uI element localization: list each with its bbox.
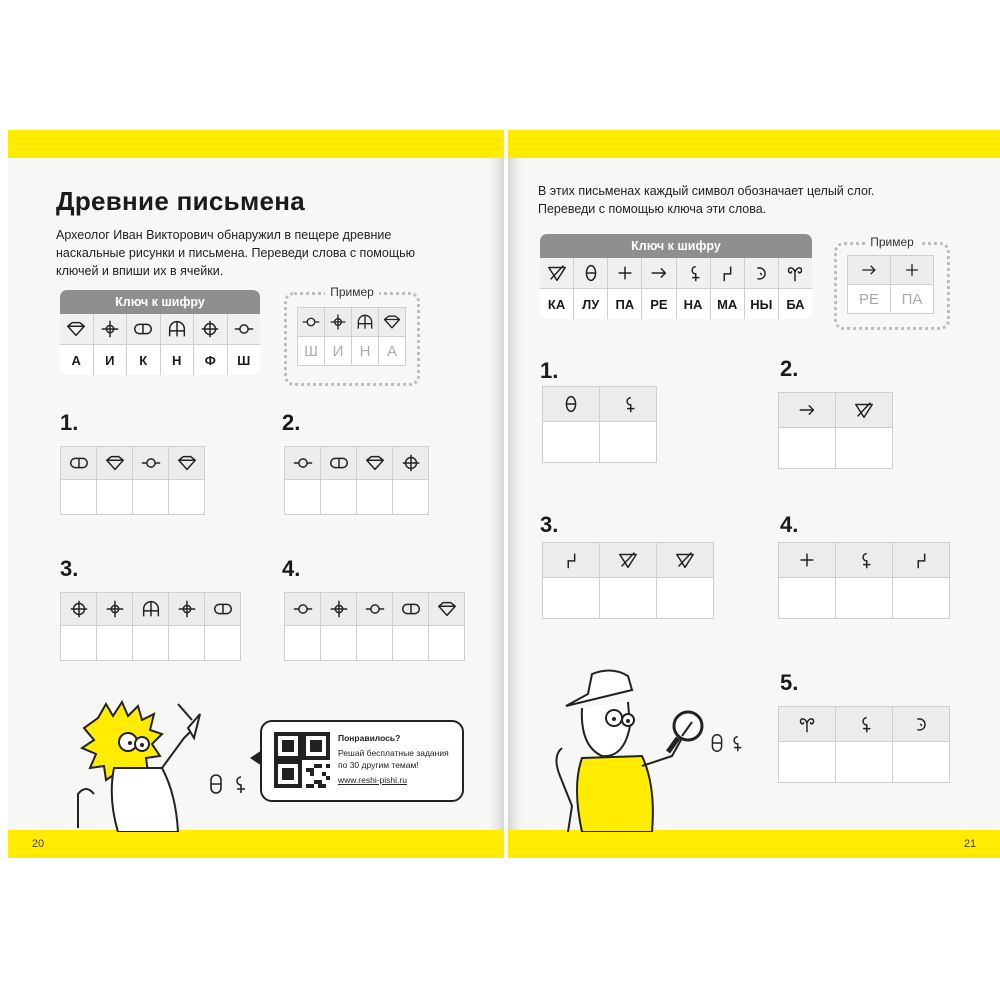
task-symbol-cell xyxy=(169,593,205,626)
task-symbol-cell xyxy=(357,447,393,480)
cipher-key-table xyxy=(60,290,260,375)
task-answer-cell[interactable] xyxy=(285,480,321,514)
task-answer-cell[interactable] xyxy=(600,422,656,462)
example-box xyxy=(834,235,950,330)
task-symbol-cell xyxy=(779,393,836,428)
capsule-symbol-icon xyxy=(212,599,234,619)
circle-line-symbol-icon xyxy=(140,453,162,473)
cipher-key-symbol-cell xyxy=(745,258,779,289)
task-symbol-cell xyxy=(779,543,836,578)
hook-symbol-icon xyxy=(750,263,772,283)
intro-line: ключей и впиши их в ячейки. xyxy=(56,264,224,278)
diamond-symbol-icon xyxy=(176,453,198,473)
task-answer-cell[interactable] xyxy=(133,626,169,660)
plus-symbol-icon xyxy=(614,263,636,283)
cipher-key-symbol-row xyxy=(60,314,260,345)
cipher-key-symbol-cell xyxy=(60,314,94,345)
cipher-key-symbol-cell xyxy=(711,258,745,289)
bubble-tail xyxy=(250,750,262,766)
task-number: 1. xyxy=(60,410,79,435)
task-answer-cell[interactable] xyxy=(205,626,240,660)
intro-line: Переведи с помощью ключа эти слова. xyxy=(538,202,767,216)
cipher-key-title: Ключ к шифру xyxy=(60,290,260,314)
task-number: 3. xyxy=(60,556,79,581)
example-answer-cell: А xyxy=(386,342,397,360)
task-answer-cell[interactable] xyxy=(61,480,97,514)
task-symbol-row xyxy=(779,393,892,428)
task-number: 2. xyxy=(780,356,799,381)
circle-line-symbol-icon xyxy=(364,599,386,619)
task-symbol-row xyxy=(543,387,656,422)
example-answer-cell: ПА xyxy=(901,290,923,308)
task-answer-row xyxy=(543,422,656,462)
example-symbol-cell xyxy=(379,308,405,337)
page-title: Древние письмена xyxy=(56,186,306,216)
task-symbol-cell xyxy=(393,593,429,626)
task-answer-cell[interactable] xyxy=(657,578,713,618)
cipher-key-symbol-cell xyxy=(228,314,261,345)
task-answer-row xyxy=(61,480,204,514)
example-symbol-cell xyxy=(352,308,379,337)
cipher-key-symbol-cell xyxy=(608,258,642,289)
example-answer-cell: Н xyxy=(352,337,379,365)
intro-line: В этих письменах каждый символ обозначает целый слог. xyxy=(538,184,875,198)
task-symbol-cell xyxy=(285,593,321,626)
task-symbol-row xyxy=(61,593,240,626)
task-symbol-row xyxy=(779,707,949,742)
task-answer-cell[interactable] xyxy=(600,578,657,618)
q-cross-symbol-icon xyxy=(682,263,704,283)
task-symbol-row xyxy=(285,447,428,480)
promo-text xyxy=(338,732,458,786)
hook-symbol-icon xyxy=(910,714,932,734)
task-symbol-row xyxy=(543,543,713,578)
circle-cross-symbol-icon xyxy=(199,319,221,339)
circle-line-symbol-icon xyxy=(301,313,321,331)
promo-title: Понравилось? xyxy=(338,733,401,743)
cipher-key-value-cell: ПА xyxy=(608,289,642,319)
task-answer-cell[interactable] xyxy=(169,626,205,660)
cipher-key-letter-row xyxy=(60,345,260,375)
task-symbol-row xyxy=(61,447,204,480)
example-label: Пример xyxy=(865,235,919,249)
task-answer-row xyxy=(543,578,713,618)
task-symbol-cell xyxy=(61,447,97,480)
plus-symbol-icon xyxy=(902,261,922,279)
top-accent-band xyxy=(508,130,1000,158)
task-symbol-cell xyxy=(836,707,893,742)
star-triangle-symbol-icon xyxy=(617,550,639,570)
circle-line-symbol-icon xyxy=(233,319,255,339)
cipher-key-value-cell: КА xyxy=(540,289,574,319)
task-symbol-cell xyxy=(600,543,657,578)
diamond-symbol-icon xyxy=(436,599,458,619)
task-answer-cell[interactable] xyxy=(321,626,357,660)
task-answer-row xyxy=(779,428,892,468)
flag-symbol-icon xyxy=(910,550,932,570)
q-cross-symbol-icon xyxy=(617,394,639,414)
bottom-accent-band xyxy=(8,830,504,858)
task-answer-cell[interactable] xyxy=(779,428,836,468)
caveman-illustration xyxy=(58,698,258,832)
arch-symbol-icon xyxy=(355,313,375,331)
task-number: 1. xyxy=(540,358,559,383)
task-number: 4. xyxy=(780,512,799,537)
task-symbol-cell xyxy=(893,543,949,578)
cipher-key-symbol-cell xyxy=(127,314,161,345)
task-answer-cell[interactable] xyxy=(61,626,97,660)
task-symbol-cell xyxy=(97,447,133,480)
task-symbol-cell xyxy=(779,707,836,742)
cipher-key-value-cell: Ф xyxy=(194,345,228,375)
task-answer-cell[interactable] xyxy=(543,578,600,618)
capsule-symbol-icon xyxy=(68,453,90,473)
task-answer-cell[interactable] xyxy=(133,480,169,514)
task-symbol-cell xyxy=(133,447,169,480)
top-accent-band xyxy=(8,130,504,158)
task-answer-cell[interactable] xyxy=(779,742,836,782)
task-answer-row xyxy=(285,480,428,514)
task-answer-cell[interactable] xyxy=(543,422,600,462)
task-symbol-cell xyxy=(205,593,240,626)
bottom-accent-band xyxy=(508,830,1000,858)
example-answer-cell: Ш xyxy=(298,337,325,365)
explorer-illustration xyxy=(552,666,752,832)
example-symbol-cell xyxy=(848,256,891,285)
circle-line-symbol-icon xyxy=(292,599,314,619)
cipher-key-symbol-cell xyxy=(540,258,574,289)
promo-description: Решай бесплатные задания по 30 другим темам! xyxy=(338,748,449,770)
cross-circle-symbol-icon xyxy=(328,599,350,619)
task-answer-cell[interactable] xyxy=(357,480,393,514)
task-answer-cell[interactable] xyxy=(779,578,836,618)
arrow-symbol-icon xyxy=(859,261,879,279)
task-symbol-cell xyxy=(393,447,428,480)
star-triangle-symbol-icon xyxy=(546,263,568,283)
task-symbol-row xyxy=(285,593,464,626)
task-symbol-cell xyxy=(836,543,893,578)
task-answer-cell[interactable] xyxy=(357,626,393,660)
task-answer-cell[interactable] xyxy=(836,428,892,468)
q-cross-symbol-icon xyxy=(853,550,875,570)
task-answer-cell[interactable] xyxy=(893,742,949,782)
intro-line: наскальные рисунки и письмена. Переведи слова с помощью xyxy=(56,246,415,260)
cipher-key-value-cell: НА xyxy=(677,289,711,319)
task-symbol-cell xyxy=(97,593,133,626)
task-answer-cell[interactable] xyxy=(169,480,204,514)
example-symbol-row xyxy=(848,256,933,285)
task-table-2 xyxy=(778,392,893,469)
example-answer-row xyxy=(298,337,405,365)
cipher-key-symbol-cell xyxy=(194,314,228,345)
cipher-key-value-cell: МА xyxy=(711,289,745,319)
example-answer-row xyxy=(848,285,933,313)
task-table-2 xyxy=(284,446,429,515)
cipher-key-title: Ключ к шифру xyxy=(540,234,812,258)
intro-line: Археолог Иван Викторович обнаружил в пещере древние xyxy=(56,228,392,242)
promo-bubble xyxy=(260,720,464,802)
task-answer-cell[interactable] xyxy=(393,480,428,514)
left-page xyxy=(8,130,504,858)
task-number: 5. xyxy=(780,670,799,695)
cipher-key-value-cell: РЕ xyxy=(642,289,676,319)
diamond-symbol-icon xyxy=(382,313,402,331)
task-symbol-cell xyxy=(893,707,949,742)
star-triangle-symbol-icon xyxy=(674,550,696,570)
circle-cross-symbol-icon xyxy=(400,453,422,473)
qr-code-icon[interactable] xyxy=(274,732,330,788)
diamond-symbol-icon xyxy=(364,453,386,473)
task-symbol-row xyxy=(779,543,949,578)
task-symbol-cell xyxy=(429,593,464,626)
promo-link[interactable]: www.reshi-pishi.ru xyxy=(338,775,407,785)
cipher-key-value-cell: К xyxy=(127,345,161,375)
task-table-5 xyxy=(778,706,950,783)
task-number: 3. xyxy=(540,512,559,537)
diamond-symbol-icon xyxy=(104,453,126,473)
example-symbol-cell xyxy=(325,308,352,337)
task-symbol-cell xyxy=(169,447,204,480)
cipher-key-symbol-cell xyxy=(574,258,608,289)
task-symbol-cell xyxy=(600,387,656,422)
ram-symbol-icon xyxy=(784,263,806,283)
cross-circle-symbol-icon xyxy=(104,599,126,619)
arrow-symbol-icon xyxy=(648,263,670,283)
cipher-key-value-cell: А xyxy=(60,345,94,375)
task-answer-cell[interactable] xyxy=(97,480,133,514)
ram-symbol-icon xyxy=(796,714,818,734)
cipher-key-symbol-row xyxy=(540,258,812,289)
task-symbol-cell xyxy=(657,543,713,578)
example-symbol-cell xyxy=(891,256,933,285)
intro-text xyxy=(538,182,968,218)
theta-symbol-icon xyxy=(580,263,602,283)
arrow-symbol-icon xyxy=(796,400,818,420)
example-symbol-row xyxy=(298,308,405,337)
cross-circle-symbol-icon xyxy=(328,313,348,331)
cipher-key-value-cell: Н xyxy=(161,345,195,375)
task-table-4 xyxy=(284,592,465,661)
cipher-key-value-cell: ЛУ xyxy=(574,289,608,319)
cipher-key-syllable-row xyxy=(540,289,812,319)
task-symbol-cell xyxy=(321,593,357,626)
cipher-key-value-cell: И xyxy=(94,345,128,375)
example-label: Пример xyxy=(325,285,379,299)
plus-symbol-icon xyxy=(796,550,818,570)
task-answer-row xyxy=(285,626,464,660)
cipher-key-symbol-cell xyxy=(161,314,195,345)
capsule-symbol-icon xyxy=(400,599,422,619)
task-symbol-cell xyxy=(133,593,169,626)
task-symbol-cell xyxy=(543,543,600,578)
circle-line-symbol-icon xyxy=(292,453,314,473)
example-answer-cell: И xyxy=(325,337,352,365)
star-triangle-symbol-icon xyxy=(853,400,875,420)
arch-symbol-icon xyxy=(166,319,188,339)
cipher-key-table xyxy=(540,234,812,319)
task-answer-cell[interactable] xyxy=(393,626,429,660)
diamond-symbol-icon xyxy=(65,319,87,339)
task-symbol-cell xyxy=(321,447,357,480)
task-answer-cell[interactable] xyxy=(321,480,357,514)
task-answer-row xyxy=(779,578,949,618)
cipher-key-symbol-cell xyxy=(94,314,128,345)
example-symbol-cell xyxy=(298,308,325,337)
task-symbol-cell xyxy=(836,393,892,428)
flag-symbol-icon xyxy=(716,263,738,283)
theta-symbol-icon xyxy=(560,394,582,414)
task-answer-cell[interactable] xyxy=(836,578,893,618)
task-answer-row xyxy=(779,742,949,782)
task-table-1 xyxy=(60,446,205,515)
task-answer-cell[interactable] xyxy=(836,742,893,782)
task-answer-row xyxy=(61,626,240,660)
cipher-key-symbol-cell xyxy=(677,258,711,289)
q-cross-symbol-icon xyxy=(853,714,875,734)
page-number: 21 xyxy=(958,834,982,854)
capsule-symbol-icon xyxy=(328,453,350,473)
cross-circle-symbol-icon xyxy=(176,599,198,619)
arch-symbol-icon xyxy=(140,599,162,619)
cipher-key-symbol-cell xyxy=(779,258,812,289)
task-number: 2. xyxy=(282,410,301,435)
cipher-key-value-cell: Ш xyxy=(228,345,261,375)
task-answer-cell[interactable] xyxy=(893,578,949,618)
cross-circle-symbol-icon xyxy=(99,319,121,339)
task-table-4 xyxy=(778,542,950,619)
task-symbol-cell xyxy=(285,447,321,480)
cipher-key-value-cell: НЫ xyxy=(745,289,779,319)
task-answer-cell[interactable] xyxy=(429,626,464,660)
book-spread xyxy=(8,130,1000,858)
circle-cross-symbol-icon xyxy=(68,599,90,619)
cipher-key-symbol-cell xyxy=(642,258,676,289)
task-number: 4. xyxy=(282,556,301,581)
task-table-3 xyxy=(542,542,714,619)
task-symbol-cell xyxy=(357,593,393,626)
capsule-symbol-icon xyxy=(132,319,154,339)
example-table xyxy=(847,255,934,314)
intro-text xyxy=(56,226,456,280)
task-answer-cell[interactable] xyxy=(285,626,321,660)
cipher-key-value-cell: БА xyxy=(779,289,812,319)
task-symbol-cell xyxy=(543,387,600,422)
task-table-1 xyxy=(542,386,657,463)
task-answer-cell[interactable] xyxy=(97,626,133,660)
example-answer-cell: РЕ xyxy=(848,285,891,313)
task-table-3 xyxy=(60,592,241,661)
example-box xyxy=(284,285,420,386)
flag-symbol-icon xyxy=(560,550,582,570)
example-table xyxy=(297,307,406,366)
page-number: 20 xyxy=(26,834,50,854)
right-page xyxy=(508,130,1000,858)
task-symbol-cell xyxy=(61,593,97,626)
